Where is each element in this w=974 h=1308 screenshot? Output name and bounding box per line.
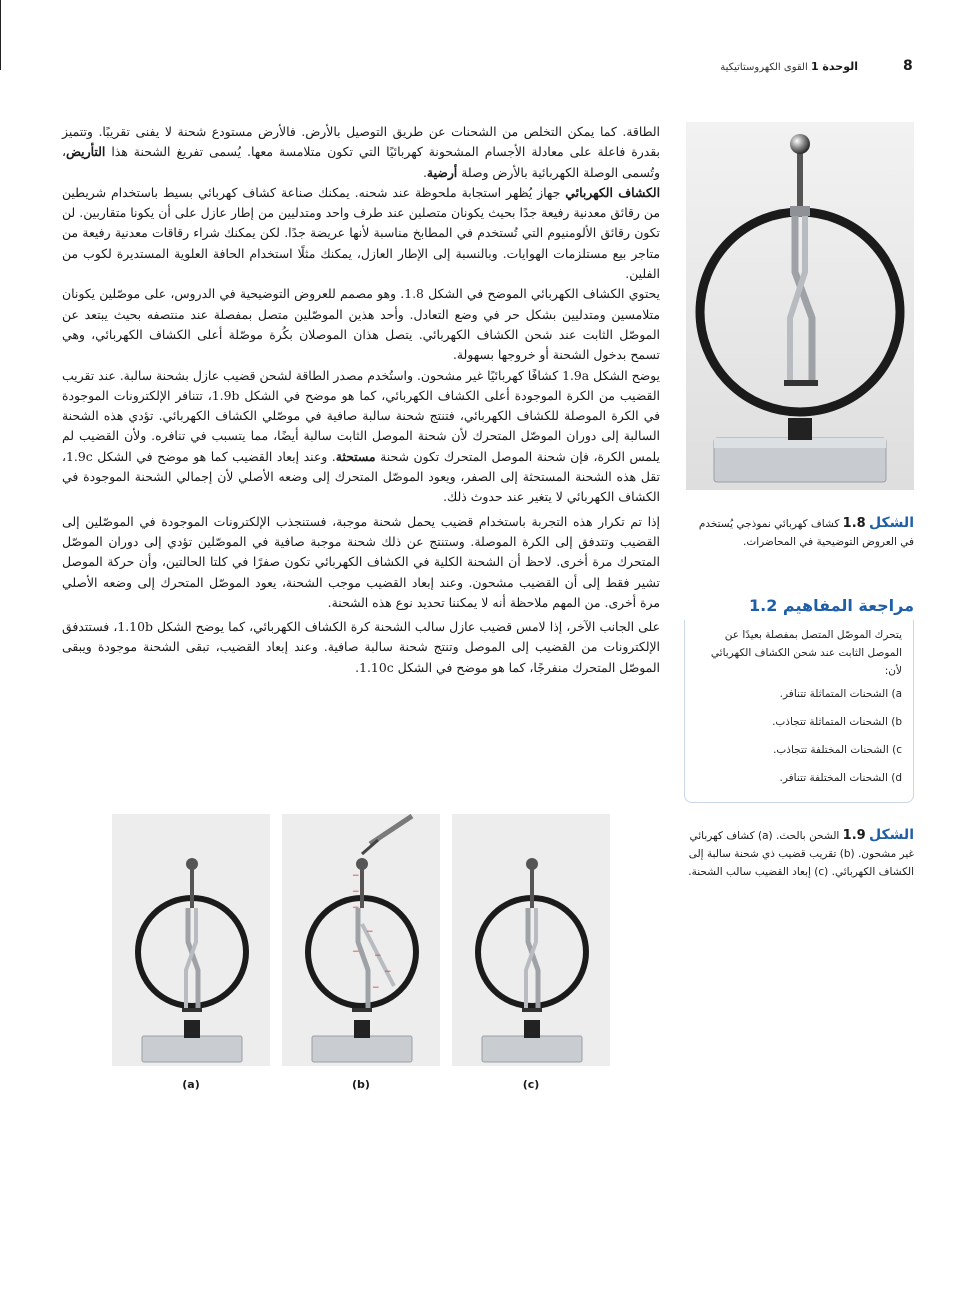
page-number: 8 — [903, 58, 913, 74]
text-run: جهاز يُظهر استجابة ملحوظة عند شحنه. يمكنك صناعة كشاف كهربائي بسيط باستخدام شريطين من رقائق معدنية رفيعة جدًا بحيث يكونان متصلين عند طرف واحد ومتدليين من إطار عازل على أن يكونا متقاربين. لن تكون رقائق الألومنيوم التي تُستخدم في المطابخ مناسبة لأنها عريضة جدًا. لكن يمكنك شراء رقاقات معدنية رفيعة من متاجر بيع مستلزمات الهوايات. وبالنسبة إلى الإطار العازل، يمكنك مثلًا استخدام الحافة العلوية المستديرة لكوب من الفلين. — [62, 184, 660, 282]
review-heading: مراجعة المفاهيم — [782, 596, 914, 615]
page-edge-rule — [0, 0, 1, 70]
review-number: 1.2 — [748, 596, 778, 615]
text-run: . وعند إبعاد القضيب كما هو موضح في الشكل 1.9c، تقل هذه الشحنة المستحثة إلى الصفر، ويعود الموصّل المتحرك إلى وضعه الأصلي لأن إجمالي الشحنة الموجودة في الكشاف الكهربائي لا يتغير عند حدوث ذلك. — [62, 448, 660, 505]
paragraph-electroscope — [62, 183, 660, 284]
figure-label: الشكل — [869, 515, 914, 531]
paragraph-demo-electroscope: يحتوي الكشاف الكهربائي الموضح في الشكل 1.8. وهو مصمم للعروض التوضيحية في الدروس، على موصّلين يكونان متلامسين ومتدليين بشكل حر في وضع التعادل. وأحد هذين الموصّلين متصل بمفصلة عند منتصفه بحيث يبتعد عن الموصّل الثابت عند شحن الكشاف الكهربائي. يتصل هذان الموصلان بكُرة موصّلة أعلى الكشاف الكهربائي، وهي تسمح بدخول الشحنة أو خروجها بسهولة. — [62, 286, 661, 363]
svg-text:−: − — [372, 983, 380, 993]
svg-text:−: − — [366, 927, 374, 937]
paragraph-positive-rod: إذا تم تكرار هذه التجربة باستخدام قضيب يحمل شحنة موجبة، فستنجذب الإلكترونات الموجودة في الموصّلين إلى القضيب وتتدفق إلى الكرة الموصلة. وستنتج عن ذلك شحنة موجبة صافية في الموصّلين تؤدي إلى دوران الموصّل المتحرك مرة أخرى. لاحظ أن الشحنة الكلية في الكشاف الكهربائي تكون صفرًا في كلتا الحالتين، وأن حركة الموصل تشير فقط إلى أن القضيب مشحون. وعند إبعاد القضيب موجب الشحنة، يعود الموصّل المتحرك إلى وضعه الأصلي مرة أخرى. من المهم ملاحظة أنه لا يمكننا تحديد نوع هذه الشحنة. — [62, 513, 660, 610]
figure-1-8-photo — [686, 122, 914, 490]
body-text-column — [62, 122, 660, 678]
figure-number: 1.9 — [842, 828, 866, 843]
electroscope-illustration — [686, 122, 914, 490]
figure-caption-text: الشحن بالحث. (a) كشاف كهربائي غير مشحون. (b) تقريب قضيب ذي شحنة سالبة إلى الكشاف الكهربائي. (c) إبعاد القضيب سالب الشحنة. — [688, 830, 914, 878]
figure-label: الشكل — [869, 827, 914, 843]
paragraph-induction — [62, 366, 660, 508]
unit-title: القوى الكهروستاتيكية — [720, 62, 808, 73]
panel-label-a: (a) — [182, 1078, 200, 1091]
paragraph-grounding — [62, 122, 660, 183]
panel-label-c: (c) — [522, 1078, 540, 1091]
text-run: الطاقة. كما يمكن التخلص من الشحنات عن طريق التوصيل بالأرض. فالأرض مستودع شحنة لا يفنى تقريبًا. وتتميز بقدرة فاعلة على معادلة الأجسام المشحونة كهربائيًا التي تكون متلامسة معها. يُسمى تفريغ الشحنة هذا — [62, 124, 660, 160]
svg-text:−: − — [374, 951, 382, 961]
keyword-electroscope: الكشاف الكهربائي — [565, 184, 661, 200]
keyword-induced: مستحثة — [335, 448, 376, 464]
electroscope-uncharged — [112, 814, 270, 1066]
svg-text:−: − — [352, 887, 360, 897]
text-run: ، وتُسمى الوصلة الكهربائية بالأرض وصلة — [62, 144, 660, 180]
svg-text:−: − — [352, 903, 360, 913]
electroscope-induced — [282, 814, 440, 1066]
review-question: يتحرك الموصّل المتصل بمفصلة بعيدًا عن الموصل الثابت عند شحن الكشاف الكهربائي لأن: — [710, 629, 902, 677]
electroscope-rod-removed — [452, 814, 610, 1066]
concept-review-title — [686, 596, 914, 615]
text-run: . — [422, 164, 427, 180]
svg-text:−: − — [352, 871, 360, 881]
figure-number: 1.8 — [842, 516, 866, 531]
figure-1-9c-photo — [452, 814, 610, 1066]
figure-1-9a-photo — [112, 814, 270, 1066]
panel-label-b: (b) — [352, 1078, 370, 1091]
figure-caption-text: كشاف كهربائي نموذجي يُستخدم في العروض التوضيحية في المحاضرات. — [698, 518, 914, 548]
review-option-c[interactable]: c) الشحنات المختلفة تتجاذب. — [773, 744, 902, 756]
review-option-b[interactable]: b) الشحنات المتماثلة تتجاذب. — [772, 716, 902, 728]
unit-number: الوحدة 1 — [810, 60, 858, 73]
running-header — [640, 60, 858, 73]
keyword-grounding: التأريض — [66, 144, 106, 160]
svg-text:−: − — [384, 967, 392, 977]
figure-1-9b-photo — [282, 814, 440, 1066]
paragraph-contact-charging: على الجانب الآخر، إذا لامس قضيب عازل سالب الشحنة كرة الكشاف الكهربائي، كما يوضح الشكل 1.10b، فستتدفق الإلكترونات من القضيب إلى الموصل وتنتج شحنة سالبة صافية. وعند إبعاد القضيب، تبقى الشحنة موجودة ويبقى الموصّل المتحرك منفرجًا، كما هو موضح في الشكل 1.10c. — [62, 619, 661, 675]
review-option-d[interactable]: d) الشحنات المختلفة تتنافر. — [779, 772, 902, 784]
figure-1-9-caption — [686, 826, 914, 881]
figure-1-8-caption — [686, 514, 914, 551]
keyword-ground: أرضية — [426, 164, 458, 180]
svg-text:−: − — [352, 947, 360, 957]
review-option-a[interactable]: a) الشحنات المتماثلة تتنافر. — [779, 688, 902, 700]
text-run: يوضح الشكل 1.9a كشافًا كهربائيًا غير مشحون. واستُخدم مصدر الطاقة لشحن قضيب عازل بشحنة سالبة. عند تقريب القضيب من الكرة الموجودة أعلى الكشاف الكهربائي، كما هو موضح في الشكل 1.9b، تتنافر الإلكترونات الموجودة في الكرة الموصلة للكشاف الكهربائي، فتنتج شحنة سالبة صافية في موصّلي الكشاف الكهربائي. تؤدي هذه الشحنة السالبة إلى دوران الموصّل المتحرك لأن شحنة الموصل الثابت سالبة أيضًا، مما يتسبب في تنافره. ولأن القضيب لم يلمس الكرة، فإن شحنة الموصل المتحرك تكون شحنة — [62, 367, 660, 464]
